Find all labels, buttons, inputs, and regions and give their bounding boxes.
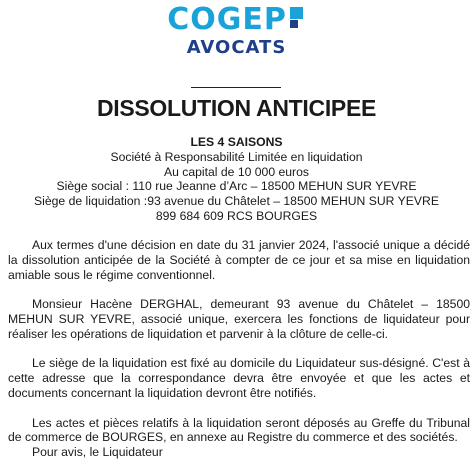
registered-office: Siège social : 110 rue Jeanne d’Arc – 18500 MEHUN SUR YEVRE <box>56 179 417 194</box>
logo-wordmark <box>167 4 306 36</box>
paragraph-liquidator: Monsieur Hacène DERGHAL, demeurant 93 avenue du Châtelet – 18500 MEHUN SUR YEVRE, associé unique, exercera les fonctions de liquidateur pour réaliser les opérations de liquidation et parvenir à la clôture de celle-ci. <box>8 297 470 341</box>
title-separator <box>191 87 281 88</box>
logo-squares-icon <box>290 7 306 31</box>
company-name: LES 4 SAISONS <box>190 135 283 149</box>
cogep-logo <box>0 4 473 58</box>
company-header <box>0 135 473 224</box>
paragraph-liquidation-seat: Le siège de la liquidation est fixé au domicile du Liquidateur sus-désigné. C'est à cette adresse que la correspondance devra être envoyée et que les actes et documents concernant la liquidation devront être notifiés. <box>8 356 470 400</box>
paragraph-decision: Aux termes d'une décision en date du 31 janvier 2024, l'associé unique a décidé la dissolution anticipée de la Société à compter de ce jour et sa mise en liquidation amiable sous le régime conventionnel. <box>8 238 470 282</box>
notice-body <box>8 238 470 460</box>
signoff: Pour avis, le Liquidateur <box>32 445 163 460</box>
rcs-registration: 899 684 609 RCS BOURGES <box>155 208 318 223</box>
paragraph-filing: Les actes et pièces relatifs à la liquidation seront déposés au Greffe du Tribunal de commerce de BOURGES, en annexe au Registre du commerce et des sociétés. <box>8 415 470 445</box>
logo-brand-text: COGEP <box>167 2 287 37</box>
notice-title: DISSOLUTION ANTICIPEE <box>96 95 377 121</box>
legal-form: Société à Responsabilité Limitée en liquidation <box>110 149 363 164</box>
liquidation-office: Siège de liquidation :93 avenue du Châtelet – 18500 MEHUN SUR YEVRE <box>34 194 439 209</box>
logo-subtitle: AVOCATS <box>186 37 287 58</box>
share-capital: Au capital de 10 000 euros <box>163 164 309 179</box>
